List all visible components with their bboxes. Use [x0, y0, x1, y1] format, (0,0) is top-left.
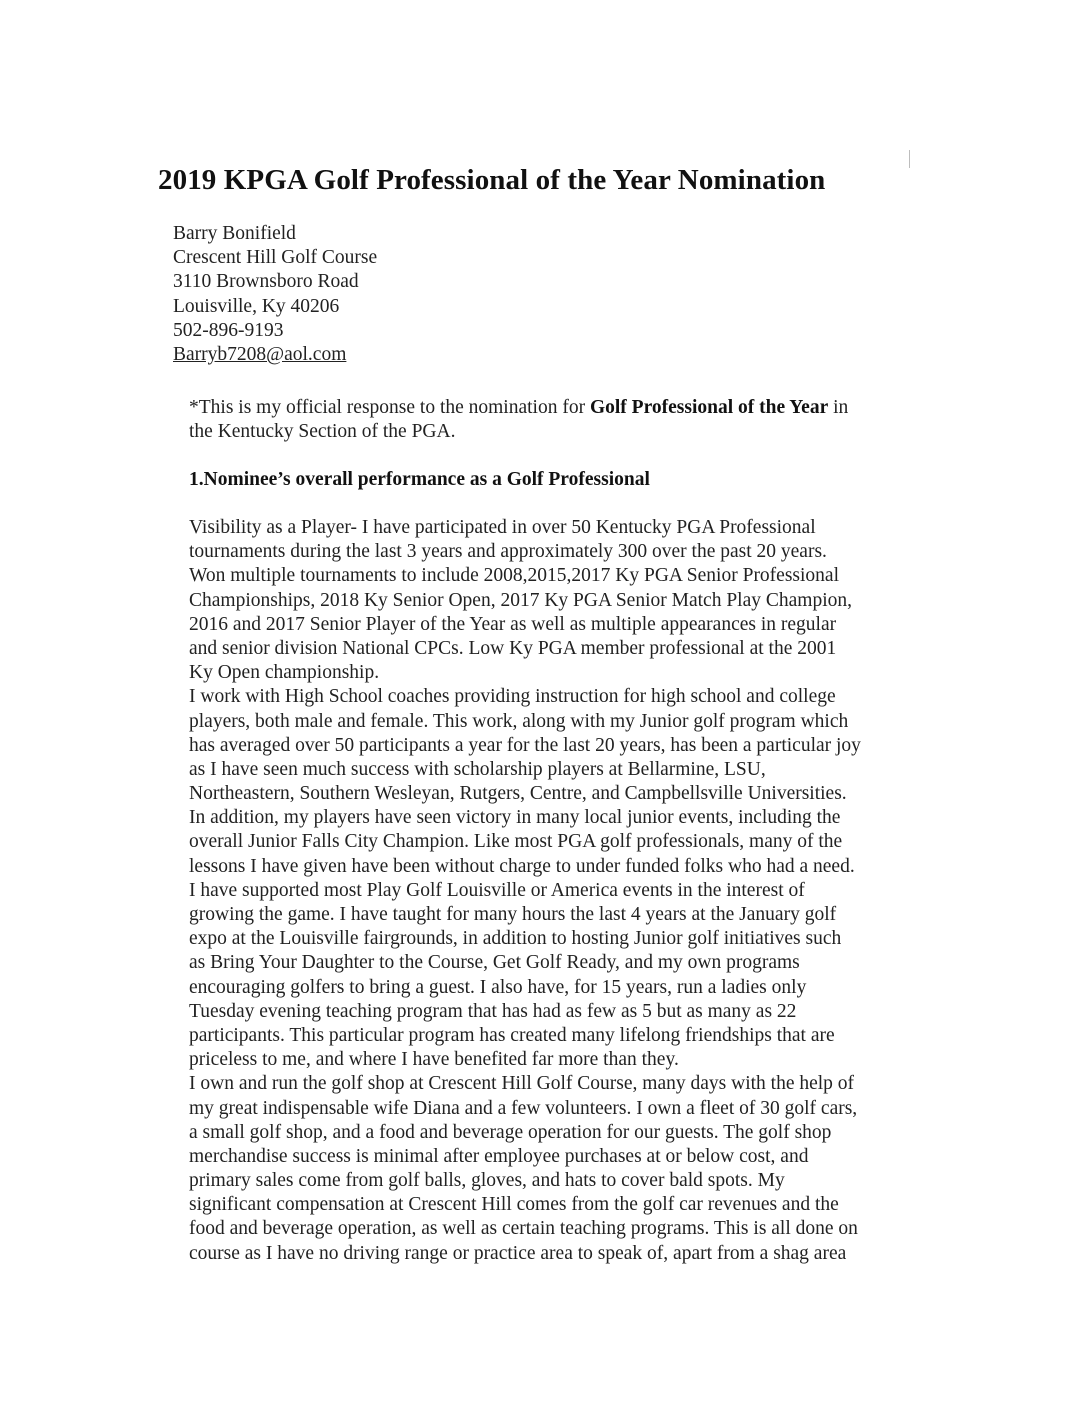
body-text-line: participants. This particular program has created many lifelong friendships that are	[189, 1024, 835, 1046]
document-title: 2019 KPGA Golf Professional of the Year Nomination	[158, 164, 826, 196]
body-text-line: tournaments during the last 3 years and approximately 300 over the past 20 years.	[189, 541, 827, 563]
body-text-line: lessons I have given have been without charge to under funded folks who had a need.	[189, 855, 855, 877]
body-text-line: Won multiple tournaments to include 2008,2015,2017 Ky PGA Senior Professional	[189, 565, 840, 587]
body-text-line: primary sales come from golf balls, gloves, and hats to cover bald spots. My	[189, 1170, 785, 1192]
body-text-line: overall Junior Falls City Champion. Like most PGA golf professionals, many of the	[189, 831, 843, 853]
intro-line-1	[189, 396, 929, 420]
body-text-line: has averaged over 50 participants a year for the last 20 years, has been a particular joy	[189, 734, 861, 756]
scan-artifact-mark	[909, 150, 910, 168]
body-text-line: In addition, my players have seen victory in many local junior events, including the	[189, 807, 841, 829]
contact-course: Crescent Hill Golf Course	[173, 247, 378, 269]
contact-name: Barry Bonifield	[173, 223, 296, 244]
body-text-line: I have supported most Play Golf Louisville or America events in the interest of	[189, 879, 805, 901]
contact-block	[173, 222, 377, 367]
body-text-line: as Bring Your Daughter to the Course, Get Golf Ready, and my own programs	[189, 952, 800, 974]
body-text-line: as I have seen much success with scholarship players at Bellarmine, LSU,	[189, 758, 766, 780]
body-text-line: priceless to me, and where I have benefited far more than they.	[189, 1049, 679, 1071]
section-heading: 1.Nominee’s overall performance as a Golf Professional	[189, 469, 650, 490]
body-text-line: Tuesday evening teaching program that has had as few as 5 but as many as 22	[189, 1000, 797, 1022]
body-text-line: I own and run the golf shop at Crescent Hill Golf Course, many days with the help of	[189, 1073, 855, 1095]
contact-email-link[interactable]: Barryb7208@aol.com	[173, 344, 347, 366]
body-text-line: growing the game. I have taught for many hours the last 4 years at the January golf	[189, 904, 837, 925]
body-text-line: and senior division National CPCs. Low Ky PGA member professional at the 2001	[189, 637, 837, 659]
body-text-line: Northeastern, Southern Wesleyan, Rutgers, Centre, and Campbellsville Universities.	[189, 783, 847, 805]
body-text-line: I work with High School coaches providing instruction for high school and college	[189, 686, 836, 708]
body-text-line: Visibility as a Player- I have participated in over 50 Kentucky PGA Professional	[189, 517, 816, 538]
intro-suffix: in	[828, 397, 849, 418]
contact-city: Louisville, Ky 40206	[173, 295, 340, 317]
contact-street: 3110 Brownsboro Road	[173, 271, 359, 293]
body-text-line: significant compensation at Crescent Hill comes from the golf car revenues and the	[189, 1194, 839, 1216]
body-text-line: my great indispensable wife Diana and a few volunteers. I own a fleet of 30 golf cars,	[189, 1097, 858, 1119]
contact-phone: 502-896-9193	[173, 319, 284, 341]
body-text-line: Championships, 2018 Ky Senior Open, 2017 Ky PGA Senior Match Play Champion,	[189, 589, 852, 611]
body-text-line: expo at the Louisville fairgrounds, in addition to hosting Junior golf initiatives such	[189, 928, 842, 950]
body-text-line: 2016 and 2017 Senior Player of the Year as well as multiple appearances in regular	[189, 613, 837, 635]
intro-line-2: the Kentucky Section of the PGA.	[189, 421, 456, 442]
intro-paragraph	[189, 396, 929, 444]
body-text-line: encouraging golfers to bring a guest. I also have, for 15 years, run a ladies only	[189, 976, 807, 998]
intro-prefix: *This is my official response to the nomination for	[189, 397, 590, 418]
intro-emphasis: Golf Professional of the Year	[589, 397, 829, 418]
body-text	[189, 516, 929, 1266]
body-text-line: players, both male and female. This work, along with my Junior golf program which	[189, 710, 849, 732]
body-text-line: a small golf shop, and a food and beverage operation for our guests. The golf shop	[189, 1121, 832, 1143]
body-text-line: merchandise success is minimal after employee purchases at or below cost, and	[189, 1145, 809, 1167]
body-text-line: food and beverage operation, as well as certain teaching programs. This is all done on	[189, 1218, 858, 1240]
body-text-line: course as I have no driving range or practice area to speak of, apart from a shag area	[189, 1242, 847, 1264]
body-text-line: Ky Open championship.	[189, 662, 380, 684]
